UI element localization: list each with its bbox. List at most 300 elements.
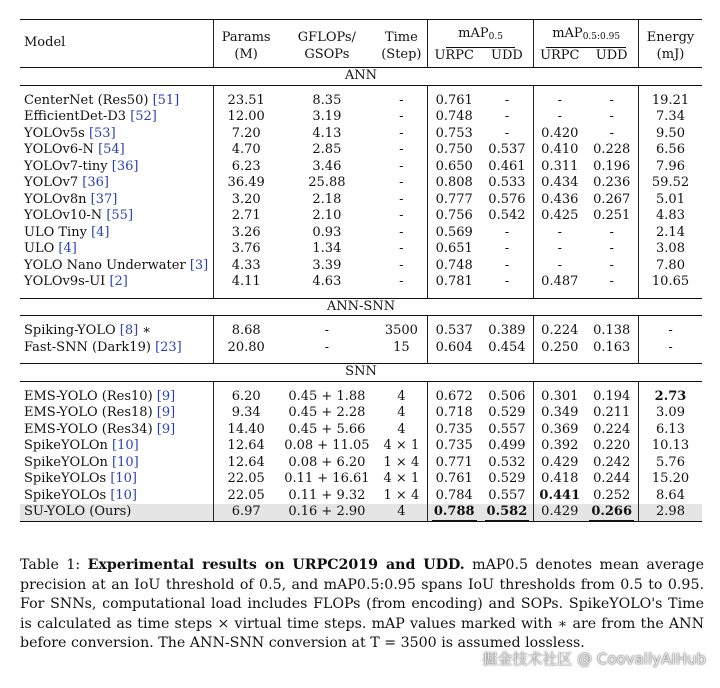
cell-udd95 xyxy=(585,93,638,110)
value-udd95: - xyxy=(609,92,614,108)
watermark: 掘金技术社区 @ CoovallyAIHub xyxy=(482,650,706,668)
value-urpc50: 0.761 xyxy=(435,92,473,108)
value-urpc95: 0.429 xyxy=(541,504,579,520)
value-params: 12.00 xyxy=(227,109,265,124)
value-urpc95: 0.420 xyxy=(541,125,579,141)
citation-link[interactable]: [3] xyxy=(189,257,209,273)
model-name: SpikeYOLOs xyxy=(24,471,107,486)
cell-params xyxy=(214,175,278,192)
table-row xyxy=(20,323,702,340)
value-flops: 0.08 + 11.05 xyxy=(284,438,370,453)
cell-params xyxy=(214,471,278,488)
cell-udd50 xyxy=(481,455,534,472)
value-udd50: - xyxy=(504,257,510,273)
cell-udd95 xyxy=(585,488,638,505)
citation-link[interactable]: [36] xyxy=(111,158,139,174)
value-time: 1 × 4 xyxy=(383,487,420,503)
table-row xyxy=(20,389,702,406)
value-urpc50: 0.750 xyxy=(435,142,473,157)
value-udd95: 0.242 xyxy=(593,454,631,470)
value-params: 4.33 xyxy=(231,257,261,273)
citation-link[interactable]: [54] xyxy=(98,142,125,157)
header-map50-sub: 0.5 xyxy=(488,32,503,42)
cell-udd95 xyxy=(585,225,638,242)
cell-urpc50 xyxy=(427,93,480,110)
value-flops: 0.11 + 9.32 xyxy=(288,487,366,503)
cell-udd50 xyxy=(481,405,534,422)
value-time: - xyxy=(399,175,404,190)
citation-link[interactable]: [52] xyxy=(130,109,157,124)
value-udd50: - xyxy=(504,224,510,240)
value-time: - xyxy=(399,224,404,240)
cell-udd50 xyxy=(481,225,534,242)
model-name: ULO Tiny xyxy=(24,224,87,240)
cell-urpc95 xyxy=(534,389,586,406)
value-energy: 19.21 xyxy=(651,92,690,108)
cell-urpc50 xyxy=(427,159,480,176)
value-urpc95: - xyxy=(557,109,562,124)
citation-link[interactable]: [4] xyxy=(91,224,110,240)
table-row xyxy=(20,438,702,455)
value-time: - xyxy=(399,125,404,141)
model-name-cell xyxy=(20,109,214,126)
value-time: 4 xyxy=(397,405,406,420)
cell-params xyxy=(214,208,278,225)
cell-flops xyxy=(278,438,376,455)
cell-urpc95 xyxy=(534,159,586,176)
value-time: - xyxy=(399,109,404,124)
cell-udd50 xyxy=(481,471,534,488)
cell-urpc95 xyxy=(534,175,586,192)
table-row xyxy=(20,405,702,422)
header-time-label: Time xyxy=(384,30,418,45)
cell-energy xyxy=(639,258,702,275)
value-time: - xyxy=(399,191,404,207)
cell-urpc95 xyxy=(534,126,586,143)
value-udd50: 0.461 xyxy=(488,158,526,174)
value-urpc95: 0.392 xyxy=(541,438,579,453)
citation-link[interactable]: [51] xyxy=(152,92,180,108)
cell-params xyxy=(214,340,278,357)
citation-link[interactable]: [9] xyxy=(156,405,176,420)
value-urpc95: 0.311 xyxy=(541,158,579,174)
value-flops: 3.19 xyxy=(312,109,342,124)
cell-flops xyxy=(278,175,376,192)
model-name: YOLOv9s-UI xyxy=(24,274,106,289)
cell-udd95 xyxy=(585,175,638,192)
cell-urpc95 xyxy=(534,258,586,275)
value-udd95: - xyxy=(609,241,614,256)
table-row xyxy=(20,192,702,209)
cell-params xyxy=(214,225,278,242)
cell-flops xyxy=(278,159,376,176)
cell-params xyxy=(214,241,278,258)
cell-flops xyxy=(278,471,376,488)
value-time: - xyxy=(399,208,404,223)
section-title: SNN xyxy=(20,364,702,382)
model-name-cell xyxy=(20,192,214,209)
cell-udd95 xyxy=(585,109,638,126)
cell-params xyxy=(214,142,278,159)
citation-link[interactable]: [55] xyxy=(106,208,134,223)
table-row xyxy=(20,142,702,159)
value-urpc50: 0.718 xyxy=(435,405,473,420)
table-row xyxy=(20,159,702,176)
cell-params xyxy=(214,192,278,209)
value-udd95: 0.194 xyxy=(593,388,631,404)
cell-udd50 xyxy=(481,142,534,159)
value-udd95: - xyxy=(609,274,614,289)
value-urpc95: 0.410 xyxy=(541,142,579,157)
value-urpc50: 0.771 xyxy=(435,454,473,470)
cell-time xyxy=(376,340,427,357)
value-params: 9.34 xyxy=(231,405,261,420)
value-urpc95: - xyxy=(557,241,562,256)
spacer-row xyxy=(20,85,702,93)
citation-link[interactable]: [10] xyxy=(110,471,137,486)
cell-flops xyxy=(278,126,376,143)
value-urpc95: 0.429 xyxy=(541,454,579,470)
model-name: SpikeYOLOn xyxy=(24,454,108,470)
cell-urpc50 xyxy=(427,192,480,209)
cell-urpc95 xyxy=(534,405,586,422)
cell-params xyxy=(214,93,278,110)
value-flops: 2.18 xyxy=(312,191,342,207)
value-udd50: - xyxy=(504,274,510,289)
citation-link[interactable]: [2] xyxy=(109,274,128,289)
cell-urpc50 xyxy=(427,175,480,192)
value-urpc95: 0.301 xyxy=(541,388,579,404)
value-flops: 25.88 xyxy=(308,175,346,190)
cell-udd95 xyxy=(585,126,638,143)
cell-urpc50 xyxy=(427,340,480,357)
cell-time xyxy=(376,274,427,291)
cell-udd50 xyxy=(481,389,534,406)
model-name: SpikeYOLOn xyxy=(24,438,108,453)
value-udd50: - xyxy=(504,92,510,108)
cell-flops xyxy=(278,405,376,422)
cell-urpc95 xyxy=(534,225,586,242)
citation-link[interactable]: [10] xyxy=(110,487,137,503)
table-row xyxy=(20,175,702,192)
value-params: 22.05 xyxy=(227,487,265,503)
value-urpc95: 0.369 xyxy=(541,421,579,437)
value-energy: 8.64 xyxy=(656,487,685,503)
value-urpc50: 0.808 xyxy=(435,175,473,190)
table-row xyxy=(20,504,702,522)
table-row xyxy=(20,471,702,488)
value-energy: 7.80 xyxy=(656,257,685,273)
table-row xyxy=(20,225,702,242)
value-udd95: 0.211 xyxy=(593,405,631,420)
header-energy-unit: (mJ) xyxy=(656,46,685,62)
value-flops: 3.46 xyxy=(312,158,342,174)
cell-flops xyxy=(278,323,376,340)
cell-energy xyxy=(639,126,702,143)
cell-params xyxy=(214,488,278,505)
value-time: - xyxy=(399,92,404,108)
cell-udd95 xyxy=(585,241,638,258)
value-params: 6.97 xyxy=(231,504,261,520)
model-name-cell xyxy=(20,323,214,340)
cell-udd50 xyxy=(481,504,534,522)
value-flops: 2.10 xyxy=(312,208,342,223)
value-params: 12.64 xyxy=(227,454,265,470)
citation-link[interactable]: [10] xyxy=(112,454,139,470)
value-time: 1 × 4 xyxy=(383,454,420,470)
header-udd-50: UDD xyxy=(481,48,534,68)
cell-energy xyxy=(639,438,702,455)
cell-udd95 xyxy=(585,422,638,439)
model-name: EMS-YOLO (Res34) xyxy=(24,421,153,437)
cell-time xyxy=(376,175,427,192)
value-flops: 0.45 + 5.66 xyxy=(288,421,366,437)
header-map50 xyxy=(427,20,533,48)
value-udd50: 0.499 xyxy=(488,438,526,453)
cell-params xyxy=(214,455,278,472)
cell-flops xyxy=(278,241,376,258)
caption-title: Experimental results on URPC2019 and UDD. xyxy=(87,557,465,573)
cell-udd50 xyxy=(481,192,534,209)
value-energy: 59.52 xyxy=(651,175,690,190)
cell-udd50 xyxy=(481,438,534,455)
cell-energy xyxy=(639,389,702,406)
value-time: - xyxy=(399,241,404,256)
cell-urpc50 xyxy=(427,126,480,143)
header-map50-label: mAP xyxy=(458,26,489,41)
value-time: 4 × 1 xyxy=(383,471,420,486)
cell-urpc50 xyxy=(427,389,480,406)
spacer-row xyxy=(20,356,702,364)
value-time: - xyxy=(399,257,404,273)
cell-urpc50 xyxy=(427,142,480,159)
cell-udd95 xyxy=(585,471,638,488)
section-title: ANN-SNN xyxy=(20,298,702,316)
value-flops: 0.08 + 6.20 xyxy=(288,454,366,470)
cell-params xyxy=(214,405,278,422)
model-name-cell xyxy=(20,225,214,242)
cell-urpc95 xyxy=(534,241,586,258)
model-name: Spiking-YOLO xyxy=(24,323,116,338)
cell-time xyxy=(376,389,427,406)
model-name-cell xyxy=(20,241,214,258)
cell-urpc95 xyxy=(534,192,586,209)
cell-urpc50 xyxy=(427,471,480,488)
cell-urpc95 xyxy=(534,109,586,126)
value-energy: 10.65 xyxy=(651,274,690,289)
citation-link[interactable]: [10] xyxy=(112,438,139,453)
cell-udd95 xyxy=(585,438,638,455)
citation-link[interactable]: [36] xyxy=(82,175,109,190)
cell-params xyxy=(214,126,278,143)
value-time: 4 xyxy=(397,504,406,520)
value-flops: 0.45 + 1.88 xyxy=(288,388,366,404)
model-name-cell xyxy=(20,405,214,422)
cell-udd50 xyxy=(481,208,534,225)
cell-udd50 xyxy=(481,93,534,110)
value-urpc95: 0.434 xyxy=(541,175,579,190)
value-energy: 2.73 xyxy=(654,388,687,404)
value-udd95: 0.224 xyxy=(593,421,631,437)
value-udd50: 0.529 xyxy=(488,405,526,420)
cell-flops xyxy=(278,192,376,209)
value-udd50: - xyxy=(504,125,510,141)
cell-energy xyxy=(639,488,702,505)
value-urpc50: 0.748 xyxy=(435,257,473,273)
citation-link[interactable]: [9] xyxy=(156,421,176,437)
model-name-cell xyxy=(20,258,214,275)
value-energy: 2.14 xyxy=(656,224,685,240)
cell-energy xyxy=(639,175,702,192)
model-name-cell xyxy=(20,471,214,488)
cell-flops xyxy=(278,455,376,472)
citation-link[interactable]: [23] xyxy=(155,339,182,355)
cell-energy xyxy=(639,274,702,291)
model-name: ULO xyxy=(24,241,55,256)
header-gflops-label: GFLOPs/ xyxy=(297,30,356,45)
cell-flops xyxy=(278,225,376,242)
value-urpc95: 0.487 xyxy=(541,274,579,289)
value-udd50: 0.542 xyxy=(488,208,526,223)
header-energy-label: Energy xyxy=(646,30,695,45)
cell-urpc95 xyxy=(534,208,586,225)
model-name: EMS-YOLO (Res18) xyxy=(24,405,153,420)
table-row xyxy=(20,126,702,143)
cell-params xyxy=(214,438,278,455)
cell-params xyxy=(214,389,278,406)
value-energy: 5.76 xyxy=(656,454,685,470)
value-urpc50: 0.569 xyxy=(435,224,473,240)
citation-link[interactable]: [9] xyxy=(156,388,176,404)
cell-params xyxy=(214,504,278,522)
cell-energy xyxy=(639,192,702,209)
spacer-row xyxy=(20,291,702,299)
value-udd50: 0.576 xyxy=(488,191,526,207)
cell-udd95 xyxy=(585,340,638,357)
value-flops: 3.39 xyxy=(312,257,342,273)
value-urpc50: 0.748 xyxy=(435,109,473,124)
cell-flops xyxy=(278,142,376,159)
value-params: 23.51 xyxy=(227,92,265,108)
header-gflops xyxy=(278,20,376,68)
section-header xyxy=(20,68,702,86)
conversion-marker: ∗ xyxy=(138,323,152,338)
citation-link[interactable]: [37] xyxy=(90,191,118,207)
cell-time xyxy=(376,208,427,225)
table-row xyxy=(20,488,702,505)
cell-energy xyxy=(639,142,702,159)
cell-energy xyxy=(639,225,702,242)
cell-time xyxy=(376,241,427,258)
cell-energy xyxy=(639,455,702,472)
value-urpc95: 0.349 xyxy=(541,405,579,420)
value-params: 14.40 xyxy=(227,421,265,437)
value-urpc50: 0.735 xyxy=(435,438,473,453)
model-name-cell xyxy=(20,488,214,505)
cell-energy xyxy=(639,93,702,110)
cell-udd95 xyxy=(585,455,638,472)
table-row xyxy=(20,422,702,439)
model-name: YOLOv7-tiny xyxy=(24,158,108,174)
value-flops: 0.11 + 16.61 xyxy=(284,471,370,486)
value-urpc50: 0.784 xyxy=(435,487,473,503)
value-urpc95: - xyxy=(557,92,562,108)
value-udd95: 0.251 xyxy=(593,208,631,223)
cell-udd50 xyxy=(481,274,534,291)
cell-urpc95 xyxy=(534,142,586,159)
table-row xyxy=(20,274,702,291)
header-row-main xyxy=(20,20,702,48)
value-urpc50: 0.753 xyxy=(435,125,473,141)
value-udd95: 0.138 xyxy=(593,323,631,338)
value-energy: 5.01 xyxy=(656,191,685,207)
cell-energy xyxy=(639,422,702,439)
citation-link[interactable]: [4] xyxy=(58,241,77,256)
value-udd50: 0.557 xyxy=(488,421,526,437)
cell-energy xyxy=(639,323,702,340)
model-name-cell xyxy=(20,438,214,455)
cell-flops xyxy=(278,422,376,439)
cell-udd50 xyxy=(481,488,534,505)
cell-urpc95 xyxy=(534,422,586,439)
cell-params xyxy=(214,159,278,176)
citation-link[interactable]: [53] xyxy=(88,125,116,141)
cell-energy xyxy=(639,241,702,258)
citation-link[interactable]: [8] xyxy=(119,323,139,338)
header-model: Model xyxy=(20,20,214,68)
value-energy: 6.56 xyxy=(656,142,685,157)
cell-udd95 xyxy=(585,208,638,225)
model-name-cell xyxy=(20,274,214,291)
caption-label: Table 1: xyxy=(20,557,81,573)
value-urpc95: 0.250 xyxy=(541,339,579,355)
value-flops: 2.85 xyxy=(312,142,342,157)
model-name: Fast-SNN (Dark19) xyxy=(24,339,151,355)
value-udd50: 0.582 xyxy=(486,504,528,519)
cell-urpc50 xyxy=(427,109,480,126)
cell-flops xyxy=(278,274,376,291)
value-time: 15 xyxy=(393,339,410,355)
cell-udd95 xyxy=(585,274,638,291)
value-urpc50: 0.735 xyxy=(435,421,473,437)
cell-time xyxy=(376,438,427,455)
value-time: 4 × 1 xyxy=(383,438,420,453)
value-time: 4 xyxy=(397,388,406,404)
value-urpc50: 0.537 xyxy=(435,323,473,338)
value-energy: 7.34 xyxy=(656,109,685,124)
cell-udd95 xyxy=(585,405,638,422)
cell-flops xyxy=(278,340,376,357)
cell-time xyxy=(376,109,427,126)
value-params: 36.49 xyxy=(227,175,265,190)
cell-params xyxy=(214,323,278,340)
cell-flops xyxy=(278,488,376,505)
value-udd95: - xyxy=(609,109,614,124)
cell-udd95 xyxy=(585,323,638,340)
header-time-unit: (Step) xyxy=(381,46,422,62)
cell-time xyxy=(376,422,427,439)
value-energy: 15.20 xyxy=(651,471,690,486)
cell-params xyxy=(214,422,278,439)
header-udd-5095: UDD xyxy=(585,48,638,68)
value-flops: 4.13 xyxy=(312,125,342,141)
value-udd95: 0.267 xyxy=(593,191,631,207)
cell-energy xyxy=(639,340,702,357)
model-name-cell xyxy=(20,455,214,472)
cell-urpc50 xyxy=(427,422,480,439)
cell-udd50 xyxy=(481,340,534,357)
table-row xyxy=(20,340,702,357)
